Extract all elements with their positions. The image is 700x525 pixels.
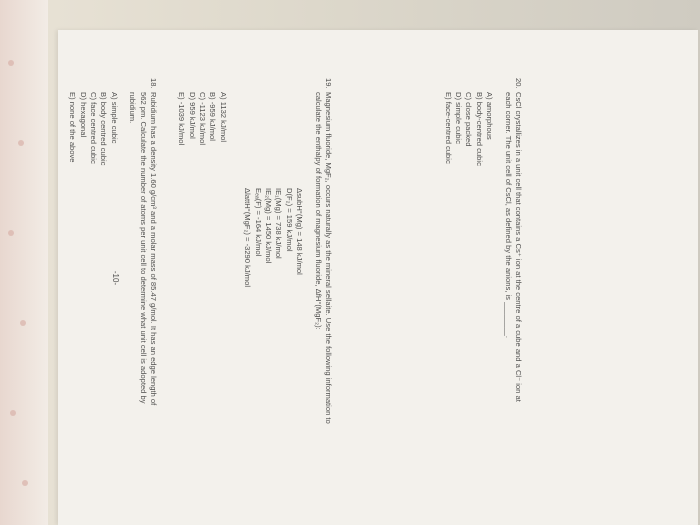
- option-item: C) -1123 kJ/mol: [197, 92, 207, 146]
- question-18: [67, 78, 158, 418]
- binder-edge: [0, 0, 48, 525]
- option-item: B) -959 kJ/mol: [208, 92, 218, 141]
- page-number: -10-: [111, 270, 120, 286]
- option-item: A) simple cubic: [109, 92, 119, 144]
- option-item: B) body centred cubic: [99, 92, 109, 166]
- option-item: A) amorphous: [485, 92, 495, 140]
- question-19: [176, 78, 333, 438]
- option-item: D) hexagonal: [78, 92, 88, 138]
- option-item: C) close packed: [464, 92, 474, 147]
- question-20: [442, 78, 523, 418]
- question-18-number: 18.: [149, 78, 158, 89]
- option-item: E) -1039 kJ/mol: [177, 92, 187, 146]
- data-line: ΔsubH°(Mg) = 148 kJ/mol: [295, 188, 305, 275]
- data-line: IE₂(Mg) = 1450 kJ/mol: [263, 188, 273, 264]
- document-page: [58, 30, 698, 525]
- question-19-stem: [312, 78, 333, 438]
- option-item: E) face-centred cubic: [443, 92, 453, 164]
- question-19-data: [242, 78, 304, 438]
- question-20-stem: [502, 78, 523, 418]
- option-item: C) face centred cubic: [88, 92, 98, 164]
- data-line: IE₁(Mg) = 738 kJ/mol: [274, 188, 284, 259]
- question-19-options: [176, 78, 228, 438]
- data-line: Eₑₐ(F) = -164 kJ/mol: [253, 188, 263, 257]
- question-18-text: Rubidium has a density 1.60 g/cm³ and a molar mass of 85.47 g/mol. It has an edge length of 562 pm. Calculate the number of atoms per unit cell to determine what unit cell is adopted by rubidium.: [128, 92, 158, 406]
- option-item: D) simple cubic: [453, 92, 463, 144]
- question-20-number: 20.: [514, 78, 523, 89]
- rotated-content: [58, 30, 698, 525]
- option-item: E) none of the above: [68, 92, 78, 163]
- question-19-number: 19.: [324, 78, 333, 89]
- question-20-options: [442, 78, 494, 418]
- question-19-text: Magnesium fluoride, MgF₂, occurs naturally as the mineral sellaite. Use the following information to calculate the enthalpy of formation of magnesium fluoride, ΔfH°(MgF₂):: [313, 92, 333, 424]
- option-item: B) body-centred cubic: [474, 92, 484, 166]
- option-item: D) 959 kJ/mol: [187, 92, 197, 139]
- question-18-stem: [127, 78, 158, 418]
- data-line: D(F₂) = 159 kJ/mol: [284, 188, 294, 252]
- data-line: ΔlattH°(MgF₂) = -3290 kJ/mol: [243, 188, 253, 288]
- option-item: A) 1132 kJ/mol: [218, 92, 228, 143]
- question-20-text: CsCl crystallizes in a unit cell that contains a Cs⁺ ion at the centre of a cube and a Cl⁻ ion at each corner. The unit cell of CsCl, as defined by the anions, is ________.: [503, 92, 523, 402]
- question-18-options: [67, 78, 119, 418]
